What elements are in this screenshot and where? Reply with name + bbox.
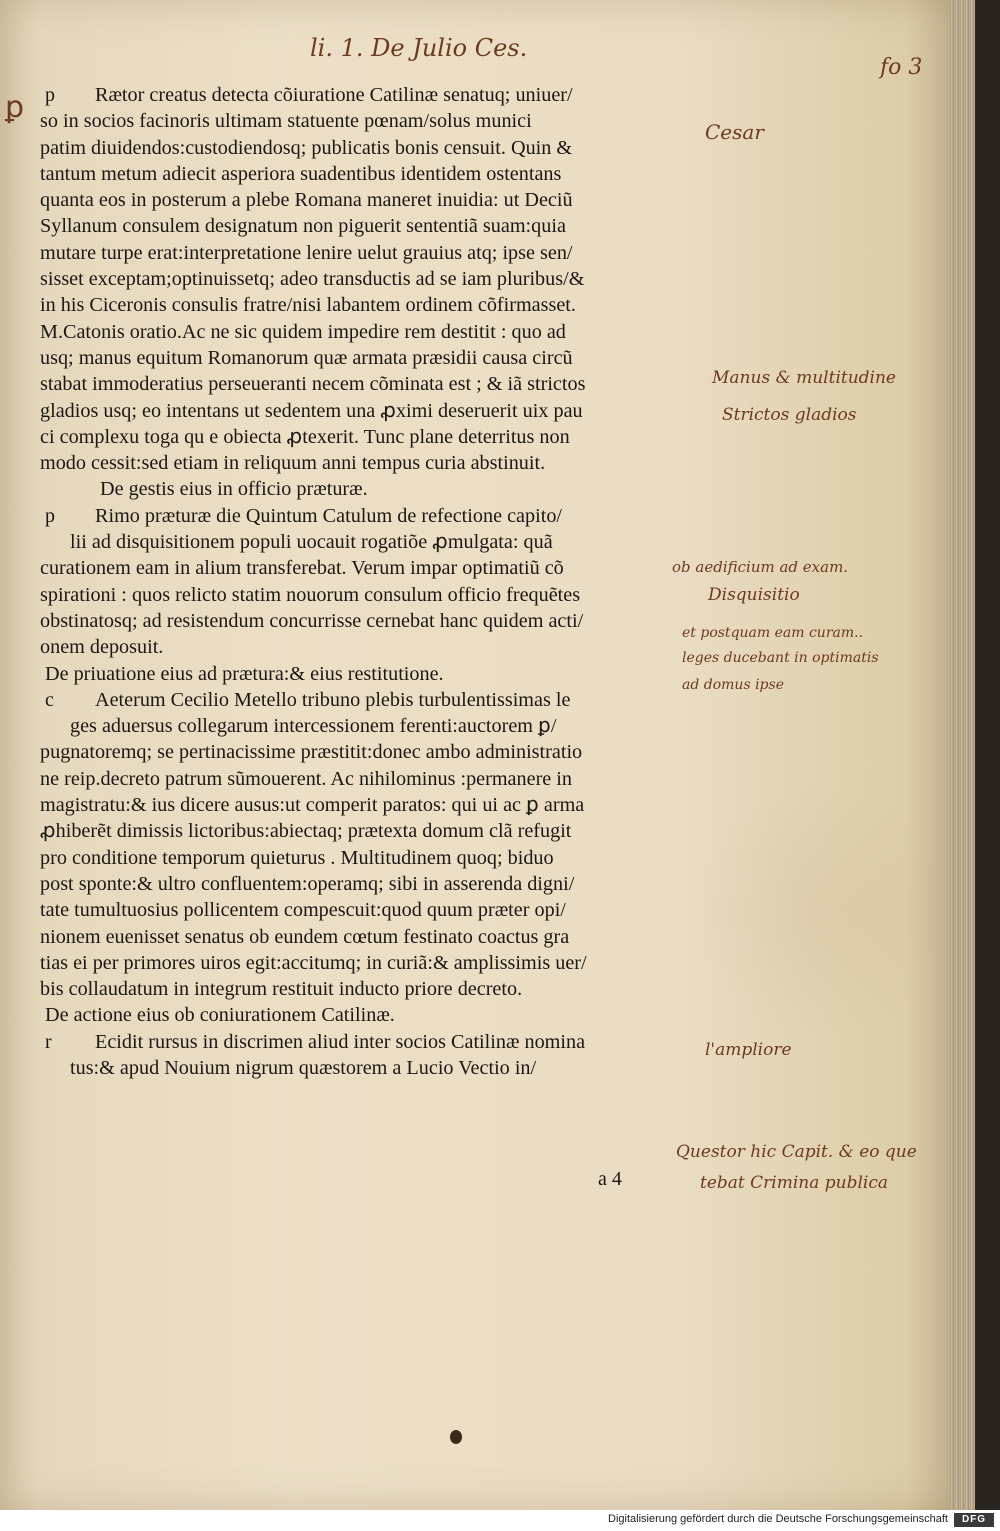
text-row <box>40 108 680 134</box>
marginal-note-strictos: Strictos gladios <box>722 405 857 425</box>
text-line: Syllanum consulem designatum non piguerit sententiã suam:quia <box>40 215 566 238</box>
text-line: modo cessit:sed etiam in reliquum anni tempus curia abstinuit. <box>40 452 546 475</box>
text-row <box>40 345 680 371</box>
text-row <box>40 1055 680 1081</box>
text-line: pugnatoremq; se pertinacissime præstitit:donec ambo administratio <box>40 741 583 764</box>
text-row <box>40 319 680 345</box>
page-edge <box>950 0 975 1510</box>
text-row <box>40 897 680 923</box>
text-row <box>40 82 680 108</box>
text-line: ne reip.decreto patrum sũmouerent. Ac nihilominus :permanere in <box>40 767 573 790</box>
paper-stain <box>690 780 950 1040</box>
text-line: Ecidit rursus in discrimen aliud inter socios Catilinæ nomina <box>95 1030 586 1053</box>
digitization-footer <box>0 1510 1000 1531</box>
marginal-note-ampliore: l'ampliore <box>705 1040 792 1060</box>
text-row <box>40 187 680 213</box>
text-row <box>40 266 680 292</box>
text-line: spirationi : quos relicto statim nouorum consulum officio frequẽtes <box>40 583 581 606</box>
text-row <box>40 161 680 187</box>
text-line: tate tumultuosius pollicentem compescuit:quod quum præter opi/ <box>40 899 566 922</box>
marginal-note-questor-1: Questor hic Capit. & eo que <box>676 1142 917 1162</box>
dfg-logo-icon: DFG <box>954 1513 994 1527</box>
marginal-note-postquam: et postquam eam curam.. <box>682 625 864 641</box>
text-line: mutare turpe erat:interpretatione lenire uelut grauius atq; ipse sen/ <box>40 241 573 264</box>
text-row <box>40 292 680 318</box>
text-line: gladios usq; eo intentans ut sedentem una ꝓximi deseruerit uix pau <box>40 399 583 422</box>
guide-letter: p <box>45 504 55 527</box>
text-line: M.Catonis oratio.Ac ne sic quidem impedire rem destitit : quo ad <box>40 320 566 343</box>
text-row <box>40 792 680 818</box>
text-row <box>40 555 680 581</box>
text-row <box>40 371 680 397</box>
text-row <box>40 1029 680 1055</box>
catchword: a 4 <box>598 1168 622 1190</box>
main-text-block <box>40 82 680 1081</box>
marginal-note-disquisitio: Disquisitio <box>708 585 800 605</box>
text-line: stabat immoderatius perseueranti necem cõminata est ; & iã strictos <box>40 373 586 396</box>
text-row <box>40 818 680 844</box>
text-line: onem deposuit. <box>40 636 164 659</box>
text-row <box>40 424 680 450</box>
text-line: lii ad disquisitionem populi uocauit rogatiõe ꝓmulgata: quã <box>70 531 553 554</box>
folio-number: fo 3 <box>880 55 923 80</box>
text-line: Rætor creatus detecta cõiuratione Catilinæ senatuq; uniuer/ <box>95 84 573 106</box>
text-line: patim diuidendos:custodiendosq; publicatis bonis censuit. Quin & <box>40 136 573 159</box>
text-row <box>40 766 680 792</box>
text-row <box>40 713 680 739</box>
text-row <box>40 582 680 608</box>
text-line: so in socios facinoris ultimam statuente pœnam/solus munici <box>40 110 532 133</box>
text-row <box>40 924 680 950</box>
margin-flourish-icon: ꝑ <box>5 91 25 124</box>
text-row <box>40 398 680 424</box>
text-line: post sponte:& ultro confluentem:operamq; sibi in asserenda digni/ <box>40 872 575 895</box>
running-head: li. 1. De Julio Ces. <box>310 34 528 62</box>
text-line: tias ei per primores uiros egit:accitumq; in curiã:& amplissimis uer/ <box>40 951 587 974</box>
text-row <box>40 634 680 660</box>
text-line: tus:& apud Nouium nigrum quæstorem a Lucio Vectio in/ <box>70 1056 537 1079</box>
guide-letter: c <box>45 688 54 711</box>
text-line: Aeterum Cecilio Metello tribuno plebis turbulentissimas le <box>95 688 571 711</box>
marginal-note-ob: ob aedificium ad exam. <box>672 558 849 576</box>
text-row <box>40 529 680 555</box>
text-row <box>40 687 680 713</box>
text-line: ꝓhiberẽt dimissis lictoribus:abiectaq; prætexta domum clã refugit <box>40 820 572 843</box>
footer-credit: Digitalisierung gefördert durch die Deutsche Forschungsgemeinschaft <box>608 1513 948 1525</box>
text-line: sisset exceptam;optinuissetq; adeo transductis ad se iam pluribus/& <box>40 268 585 291</box>
text-line: Rimo præturæ die Quintum Catulum de refectione capito/ <box>95 504 563 527</box>
text-row <box>40 739 680 765</box>
text-row <box>40 950 680 976</box>
text-line: in his Ciceronis consulis fratre/nisi labantem ordinem cõfirmasset. <box>40 294 576 317</box>
text-line: ci complexu toga qu e obiecta ꝓtexerit. Tunc plane deterritus non <box>40 425 570 448</box>
text-row <box>40 213 680 239</box>
text-line: magistratu:& ius dicere ausus:ut comperit paratos: qui ui ac ꝑ arma <box>40 794 585 817</box>
text-line: curationem eam in alium transferebat. Verum impar optimatiũ cõ <box>40 557 564 580</box>
ink-spot <box>450 1430 462 1444</box>
text-row <box>40 503 680 529</box>
text-line: bis collaudatum in integrum restituit inducto priore decreto. <box>40 978 523 1001</box>
marginal-note-manus: Manus & multitudine <box>712 368 896 388</box>
guide-letter: p <box>45 84 55 106</box>
text-line: nionem euenisset senatus ob eundem cœtum festinato coactus gra <box>40 925 570 948</box>
section-heading: De actione eius ob coniurationem Catilinæ. <box>45 1004 395 1027</box>
text-line: quanta eos in posterum a plebe Romana maneret inuidia: ut Deciũ <box>40 189 573 212</box>
text-row <box>40 450 680 476</box>
text-row <box>40 240 680 266</box>
text-row <box>40 845 680 871</box>
text-row <box>40 608 680 634</box>
section-heading: De priuatione eius ad prætura:& eius restitutione. <box>45 662 444 685</box>
marginal-note-domus: ad domus ipse <box>682 677 784 693</box>
text-line: obstinatosq; ad resistendum concurrisse cernebat hanc quidem acti/ <box>40 609 584 632</box>
marginal-note-leges: leges ducebant in optimatis <box>682 650 879 666</box>
text-row <box>40 871 680 897</box>
text-row <box>40 976 680 1002</box>
marginal-note-questor-2: tebat Crimina publica <box>700 1173 889 1193</box>
text-line: ges aduersus collegarum intercessionem ferenti:auctorem ꝑ/ <box>70 715 557 738</box>
marginal-note-cesar: Cesar <box>705 120 764 144</box>
guide-letter: r <box>45 1030 52 1053</box>
text-line: tantum metum adiecit asperiora suadentibus identidem ostentans <box>40 162 562 185</box>
text-line: pro conditione temporum quieturus . Multitudinem quoq; biduo <box>40 846 554 869</box>
text-row <box>40 135 680 161</box>
section-heading: De gestis eius in officio præturæ. <box>100 478 368 501</box>
text-line: usq; manus equitum Romanorum quæ armata præsidii causa circũ <box>40 346 573 369</box>
